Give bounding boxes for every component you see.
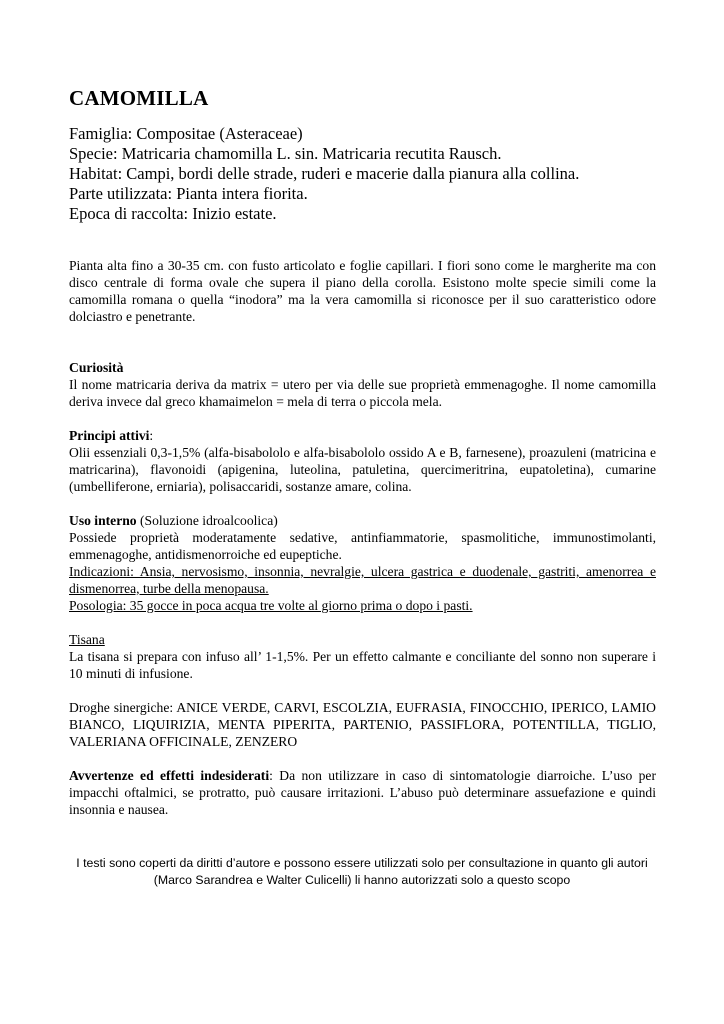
document-body <box>69 257 656 818</box>
meta-habitat: Habitat: Campi, bordi delle strade, ruderi e macerie dalla pianura alla collina. <box>69 164 580 183</box>
droghe-sinergiche: Droghe sinergiche: ANICE VERDE, CARVI, ESCOLZIA, EUFRASIA, FINOCCHIO, IPERICO, LAMIO BIANCO, LIQUIRIZIA, MENTA PIPERITA, PARTENIO, PASSIFLORA, POTENTILLA, TIGLIO, VALERIANA OFFICINALE, ZENZERO <box>69 700 656 749</box>
uso-indicazioni: Indicazioni: Ansia, nervosismo, insonnia, nevralgie, ulcera gastrica e duodenale, gastriti, amenorrea e dismenorrea, turbe della menopausa. <box>69 564 656 596</box>
principi-text: Olii essenziali 0,3-1,5% (alfa-bisabololo e alfa-bisabololo ossido A e B, farnesene), proazuleni (matricina e matricarina), flavonoidi (apigenina, luteolina, patuletina, quercimeritrina, eupatoletina), cumarine (umbelliferone, erniaria), polisaccaridi, sostanze amare, colina. <box>69 445 656 494</box>
uso-heading: Uso interno (Soluzione idroalcoolica) <box>69 513 278 528</box>
description-paragraph: Pianta alta fino a 30-35 cm. con fusto articolato e foglie capillari. I fiori sono come le margherite ma con disco centrale di forma ovale che supera il piano della corolla. Esistono molte specie simili come la camomilla romana o quella “inodora” ma la vera camomilla si riconosce per il suo caratteristico odore dolciastro e penetrante. <box>69 258 656 324</box>
meta-famiglia: Famiglia: Compositae (Asteraceae) <box>69 124 303 143</box>
page-title: CAMOMILLA <box>69 86 209 110</box>
meta-epoca: Epoca di raccolta: Inizio estate. <box>69 204 277 223</box>
meta-parte: Parte utilizzata: Pianta intera fiorita. <box>69 184 308 203</box>
uso-text: Possiede proprietà moderatamente sedative, antinfiammatorie, spasmolitiche, immunostimolanti, emmenagoghe, antidismenorroiche ed eupeptiche. <box>69 530 656 562</box>
tisana-text: La tisana si prepara con infuso all’ 1-1,5%. Per un effetto calmante e conciliante del sonno non superare i 10 minuti di infusione. <box>69 649 656 681</box>
tisana-heading: Tisana <box>69 632 105 647</box>
footer-line-1: I testi sono coperti da diritti d’autore e possono essere utilizzati solo per consultazione in quanto gli autori <box>76 856 648 870</box>
uso-posologia: Posologia: 35 gocce in poca acqua tre volte al giorno prima o dopo i pasti. <box>69 598 473 613</box>
principi-heading: Principi attivi: <box>69 428 154 443</box>
avvertenze-paragraph: Avvertenze ed effetti indesiderati: Da non utilizzare in caso di sintomatologie diarroiche. L’uso per impacchi oftalmici, se protratto, può causare irritazioni. L’abuso può determinare assuefazione e quindi insonnia e nausea. <box>69 768 656 817</box>
curiosita-heading: Curiosità <box>69 360 124 375</box>
meta-specie: Specie: Matricaria chamomilla L. sin. Matricaria recutita Rausch. <box>69 144 502 163</box>
plant-meta <box>69 124 579 224</box>
copyright-footer <box>0 855 724 889</box>
footer-line-2: (Marco Sarandrea e Walter Culicelli) li hanno autorizzati solo a questo scopo <box>153 873 571 887</box>
curiosita-text: Il nome matricaria deriva da matrix = utero per via delle sue proprietà emmenagoghe. Il nome camomilla deriva invece dal greco khamaimelon = mela di terra o piccola mela. <box>69 377 656 409</box>
